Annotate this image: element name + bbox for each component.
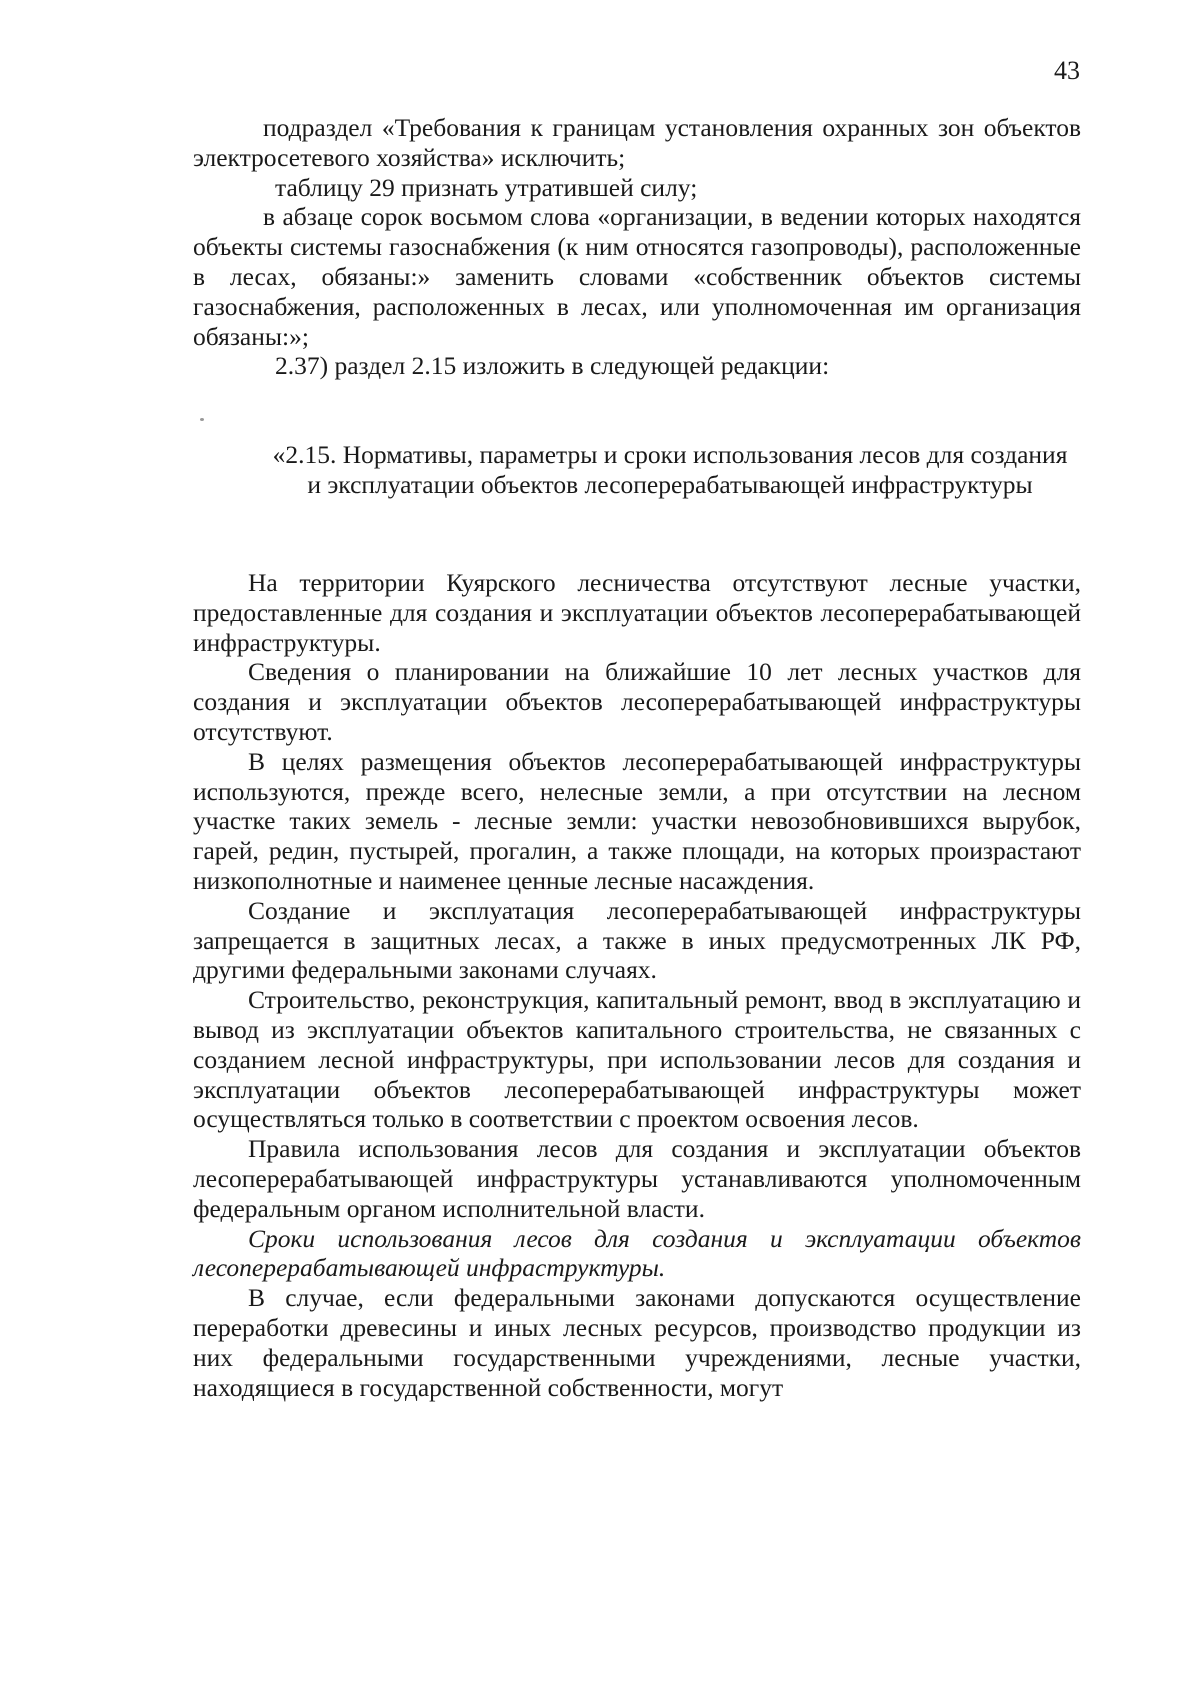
section-heading: «2.15. Нормативы, параметры и сроки использования лесов для создания и эксплуатации объектов лесоперерабатывающей инфраструктуры bbox=[272, 440, 1068, 499]
paragraph-table-29: таблицу 29 признать утратившей силу; bbox=[275, 172, 698, 202]
paragraph-abzac-48: в абзаце сорок восьмом слова «организации, в ведении которых находятся объекты системы газоснабжения (к ним относятся газопроводы), расположенные в лесах, обязаны:» заменить словами «собственник объектов системы газоснабжения, расположенных в лесах, или уполномоченная им организация обязаны:»; bbox=[193, 202, 1081, 351]
paragraph-planning-info: Сведения о планировании на ближайшие 10 лет лесных участков для создания и эксплуатации объектов лесоперерабатывающей инфраструктуры отсутствуют. bbox=[193, 657, 1081, 746]
page-number: 43 bbox=[1054, 56, 1080, 85]
paragraph-subsection-removal: подраздел «Требования к границам установления охранных зон объектов электросетевого хозяйства» исключить; bbox=[193, 113, 1081, 172]
section-body bbox=[193, 568, 1081, 1402]
paragraph-section-2-37: 2.37) раздел 2.15 изложить в следующей редакции: bbox=[275, 351, 830, 381]
amendment-block bbox=[193, 113, 1081, 381]
paragraph-placement-goals: В целях размещения объектов лесоперерабатывающей инфраструктуры используются, прежде всего, нелесные земли, а при отсутствии на лесном участке таких земель - лесные земли: участки невозобновившихся вырубок, гарей, редин, пустырей, прогалин, а также площади, на которых произрастают низкополнотные и наименее ценные лесные насаждения. bbox=[193, 746, 1081, 895]
paragraph-kuyar-forestry: На территории Куярского лесничества отсутствуют лесные участки, предоставленные для создания и эксплуатации объектов лесоперерабатывающей инфраструктуры. bbox=[193, 568, 1081, 657]
paragraph-construction: Строительство, реконструкция, капитальный ремонт, ввод в эксплуатацию и вывод из эксплуатации объектов капитального строительства, не связанных с созданием лесной инфраструктуры, при использовании лесов для создания и эксплуатации объектов лесоперерабатывающей инфраструктуры может осуществляться только в соответствии с проектом освоения лесов. bbox=[193, 985, 1081, 1134]
paragraph-federal-institutions: В случае, если федеральными законами допускаются осуществление переработки древесины и иных лесных ресурсов, производство продукции из них федеральными государственными учреждениями, лесные участки, находящиеся в государственной собственности, могут bbox=[193, 1283, 1081, 1402]
paragraph-protective-forests: Создание и эксплуатация лесоперерабатывающей инфраструктуры запрещается в защитных лесах, а также в иных предусмотренных ЛК РФ, другими федеральными законами случаях. bbox=[193, 895, 1081, 985]
scan-speck bbox=[200, 418, 204, 421]
paragraph-terms-italic: Сроки использования лесов для создания и эксплуатации объектов лесоперерабатывающей инфраструктуры. bbox=[193, 1223, 1081, 1283]
paragraph-rules: Правила использования лесов для создания и эксплуатации объектов лесоперерабатывающей инфраструктуры устанавливаются уполномоченным федеральным органом исполнительной власти. bbox=[193, 1134, 1081, 1223]
